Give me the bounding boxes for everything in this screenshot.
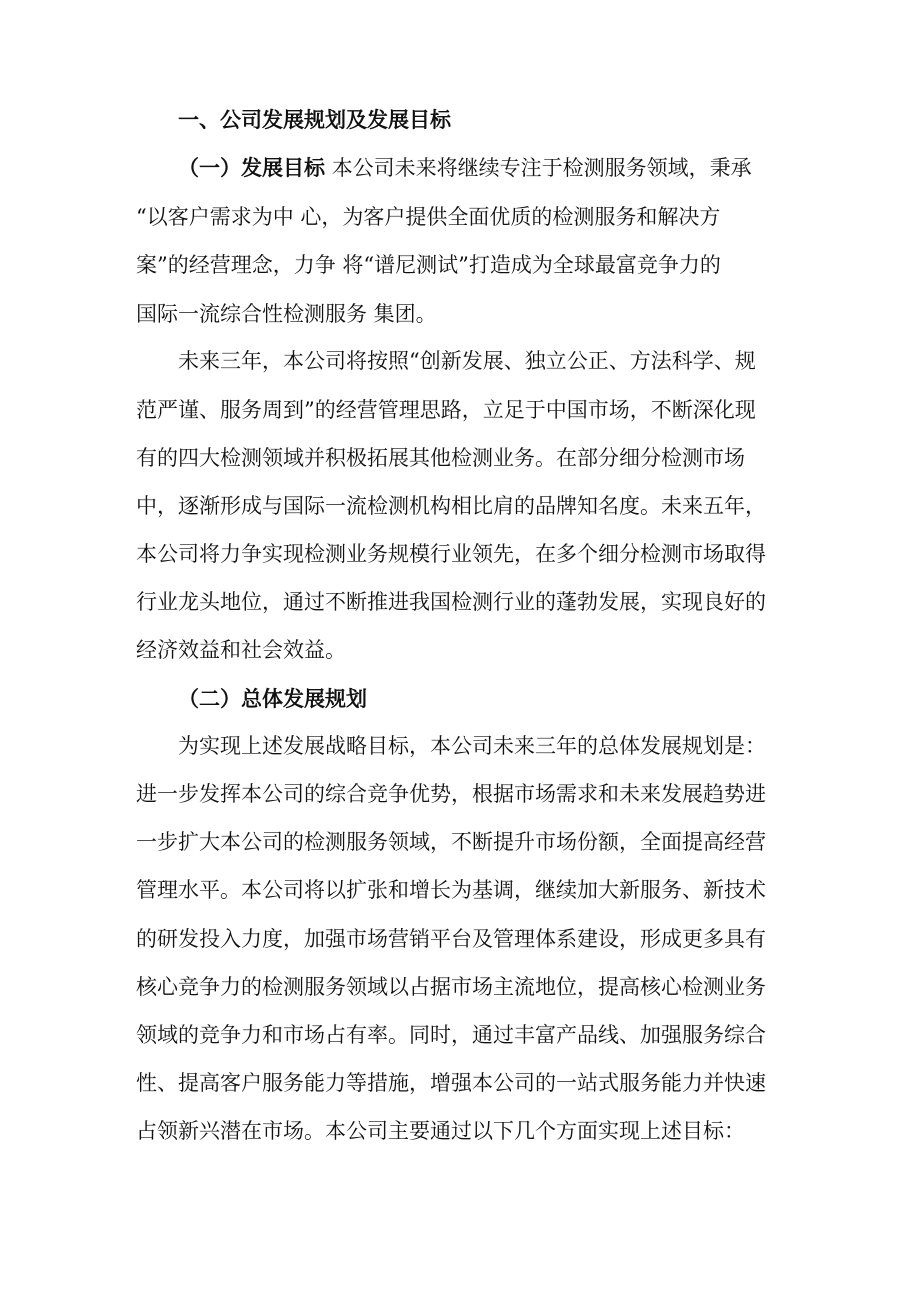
section1-line-3: 国际一流综合性检测服务 集团。 [136,302,437,326]
paragraph2-line-0: 未来三年，本公司将按照“创新发展、独立公正、方法科学、规 [178,349,756,373]
section1-line-2: 案”的经营理念，力争 将“谱尼测试”打造成为全球最富竞争力的 [136,253,721,277]
paragraph3-line-4: 的研发投入力度，加强市场营销平台及管理体系建设，形成更多具有 [136,927,766,951]
section1-first-line [178,156,752,180]
section2-title: （二）总体发展规划 [178,686,367,711]
paragraph2-line-6: 经济效益和社会效益。 [136,638,346,662]
paragraph3-line-1: 进一步发挥本公司的综合竞争优势，根据市场需求和未来发展趋势进 [136,782,766,806]
paragraph2-line-5: 行业龙头地位，通过不断推进我国检测行业的蓬勃发展，实现良好的 [136,590,766,614]
paragraph2-line-1: 范严谨、服务周到”的经营管理思路，立足于中国市场，不断深化现 [136,398,756,422]
paragraph3-line-8: 占领新兴潜在市场。本公司主要通过以下几个方面实现上述目标： [136,1119,745,1143]
paragraph3-line-6: 领域的竞争力和市场占有率。同时，通过丰富产品线、加强服务综合 [136,1023,766,1047]
section1-title: （一）发展目标 [178,155,325,180]
paragraph3-line-0: 为实现上述发展战略目标，本公司未来三年的总体发展规划是： [178,734,766,758]
paragraph2-line-2: 有的四大检测领域并积极拓展其他检测业务。在部分细分检测市场 [136,446,745,470]
section1-line-1: “以客户需求为中 心，为客户提供全面优质的检测服务和解决方 [136,205,721,229]
paragraph3-line-7: 性、提高客户服务能力等措施，增强本公司的一站式服务能力并快速 [136,1071,766,1095]
paragraph3-line-2: 一步扩大本公司的检测服务领域，不断提升市场份额，全面提高经营 [136,830,766,854]
paragraph3-line-3: 管理水平。本公司将以扩张和增长为基调，继续加大新服务、新技术 [136,878,766,902]
section1-line-0: 本公司未来将继续专注于检测服务领域，秉承 [331,156,752,180]
paragraph3-line-5: 核心竞争力的检测服务领域以占据市场主流地位，提高核心检测业务 [136,975,766,999]
paragraph2-line-3: 中，逐渐形成与国际一流检测机构相比肩的品牌知名度。未来五年， [136,494,766,518]
paragraph2-line-4: 本公司将力争实现检测业务规模行业领先，在多个细分检测市场取得 [136,542,766,566]
document-heading: 一、公司发展规划及发展目标 [178,107,451,132]
